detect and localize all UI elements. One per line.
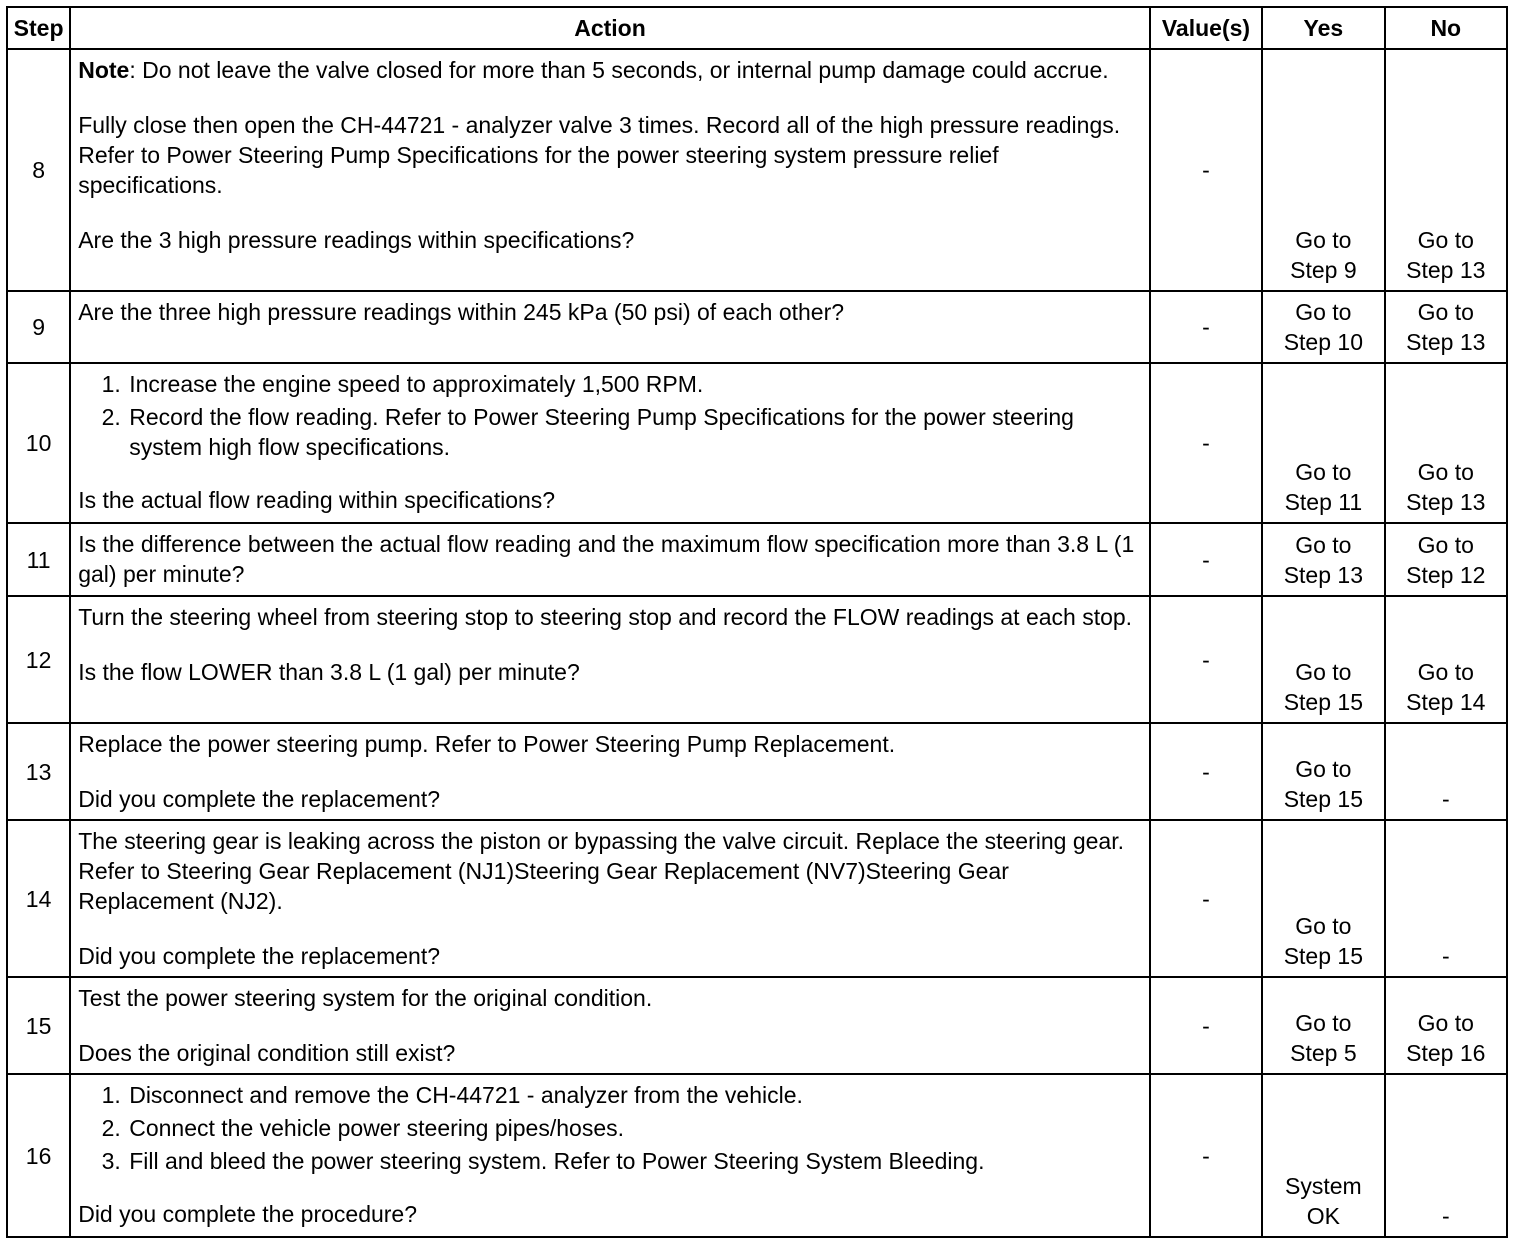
- yes-cell: [1262, 291, 1384, 363]
- no-line-2: Step 13: [1406, 257, 1486, 283]
- action-question: Did you complete the replacement?: [78, 943, 441, 969]
- list-item: 2. Record the flow reading. Refer to Power Steering Pump Specifications for the power steering system high flow specifications.: [127, 402, 1141, 462]
- step-number: 12: [7, 596, 70, 723]
- step-number: 10: [7, 363, 70, 523]
- value-cell: -: [1150, 977, 1262, 1074]
- no-line-2: Step 16: [1406, 1040, 1486, 1066]
- step-number: 11: [7, 523, 70, 596]
- action-body: Turn the steering wheel from steering stop to steering stop and record the FLOW readings at each stop.: [78, 604, 1133, 630]
- yes-line-2: Step 9: [1290, 257, 1357, 283]
- list-item: 1. Disconnect and remove the CH-44721 - analyzer from the vehicle.: [127, 1080, 1141, 1110]
- action-body: The steering gear is leaking across the piston or bypassing the valve circuit. Replace the steering gear. Refer to Steering Gear Replacement (NJ1)Steering Gear Replacement (NV7)Steering Gear Replacement (NJ2).: [78, 828, 1124, 914]
- action-question: Is the flow LOWER than 3.8 L (1 gal) per minute?: [78, 659, 580, 685]
- list-item: 1. Increase the engine speed to approximately 1,500 RPM.: [127, 369, 1141, 399]
- list-item: 3. Fill and bleed the power steering system. Refer to Power Steering System Bleeding.: [127, 1146, 1141, 1176]
- yes-cell: [1262, 523, 1384, 596]
- header-no: No: [1385, 7, 1507, 49]
- value-cell: -: [1150, 523, 1262, 596]
- yes-line-2: Step 15: [1283, 689, 1363, 715]
- action-question: Did you complete the replacement?: [78, 786, 441, 812]
- table-row: [7, 49, 1507, 291]
- table-row: [7, 820, 1507, 977]
- yes-line-2: Step 15: [1283, 943, 1363, 969]
- value-cell: -: [1150, 363, 1262, 523]
- value-cell: -: [1150, 596, 1262, 723]
- no-cell: [1385, 291, 1507, 363]
- yes-cell: [1262, 723, 1384, 820]
- yes-line-2: OK: [1306, 1203, 1340, 1229]
- step-number: 14: [7, 820, 70, 977]
- yes-cell: [1262, 49, 1384, 291]
- action-cell: [70, 723, 1150, 820]
- no-cell: [1385, 1074, 1507, 1237]
- yes-line-2: Step 5: [1290, 1040, 1357, 1066]
- yes-line-1: Go to: [1295, 913, 1352, 939]
- value-cell: -: [1150, 1074, 1262, 1237]
- step-number: 13: [7, 723, 70, 820]
- header-values: Value(s): [1150, 7, 1262, 49]
- no-cell: [1385, 723, 1507, 820]
- no-line-2: Step 14: [1406, 689, 1486, 715]
- action-question: Is the actual flow reading within specifications?: [78, 487, 556, 513]
- yes-line-1: Go to: [1295, 1010, 1352, 1036]
- yes-line-1: Go to: [1295, 756, 1352, 782]
- action-list: [78, 369, 1141, 462]
- action-cell: [70, 820, 1150, 977]
- header-yes: Yes: [1262, 7, 1384, 49]
- no-line-1: Go to: [1417, 299, 1474, 325]
- no-line-1: Go to: [1417, 459, 1474, 485]
- no-cell: [1385, 49, 1507, 291]
- yes-line-2: Step 11: [1284, 489, 1363, 515]
- yes-line-1: Go to: [1295, 659, 1352, 685]
- no-line-1: -: [1441, 1203, 1450, 1229]
- action-cell: [70, 523, 1150, 596]
- action-cell: [70, 1074, 1150, 1237]
- yes-cell: [1262, 363, 1384, 523]
- diagnostic-table: [6, 6, 1508, 1238]
- action-cell: [70, 977, 1150, 1074]
- table-row: [7, 1074, 1507, 1237]
- action-list: [78, 1080, 1141, 1176]
- yes-cell: [1262, 820, 1384, 977]
- header-row: [7, 7, 1507, 49]
- yes-cell: [1262, 1074, 1384, 1237]
- yes-cell: [1262, 977, 1384, 1074]
- action-body: Test the power steering system for the original condition.: [78, 985, 653, 1011]
- yes-line-1: Go to: [1295, 299, 1352, 325]
- table-row: [7, 723, 1507, 820]
- header-step: Step: [7, 7, 70, 49]
- no-line-2: Step 12: [1406, 562, 1486, 588]
- yes-line-1: Go to: [1295, 227, 1352, 253]
- value-cell: -: [1150, 49, 1262, 291]
- yes-line-2: Step 15: [1283, 786, 1363, 812]
- no-cell: [1385, 596, 1507, 723]
- yes-line-1: System: [1285, 1173, 1362, 1199]
- action-cell: [70, 596, 1150, 723]
- no-line-1: Go to: [1417, 659, 1474, 685]
- step-number: 9: [7, 291, 70, 363]
- value-cell: -: [1150, 723, 1262, 820]
- table-row: [7, 291, 1507, 363]
- yes-line-1: Go to: [1295, 459, 1352, 485]
- action-body: Replace the power steering pump. Refer to Power Steering Pump Replacement.: [78, 731, 896, 757]
- no-line-1: -: [1441, 786, 1450, 812]
- no-line-1: -: [1441, 943, 1450, 969]
- no-line-1: Go to: [1417, 532, 1474, 558]
- table-row: [7, 977, 1507, 1074]
- action-cell: [70, 49, 1150, 291]
- action-question: Are the 3 high pressure readings within specifications?: [78, 227, 635, 253]
- action-question: Are the three high pressure readings within 245 kPa (50 psi) of each other?: [78, 299, 845, 325]
- table-row: [7, 363, 1507, 523]
- action-cell: [70, 363, 1150, 523]
- header-action: Action: [70, 7, 1150, 49]
- table-row: [7, 523, 1507, 596]
- no-cell: [1385, 820, 1507, 977]
- note-label: Note: [78, 57, 130, 83]
- yes-line-2: Step 13: [1283, 562, 1363, 588]
- list-item: 2. Connect the vehicle power steering pipes/hoses.: [127, 1113, 1141, 1143]
- note-paragraph: [78, 55, 1141, 85]
- action-question: Is the difference between the actual flow reading and the maximum flow specification more than 3.8 L (1 gal) per minute?: [78, 531, 1135, 587]
- yes-cell: [1262, 596, 1384, 723]
- action-body: Fully close then open the CH-44721 - analyzer valve 3 times. Record all of the high pressure readings. Refer to Power Steering Pump Specifications for the power steering system pressure relief specifications.: [78, 112, 1121, 198]
- no-line-1: Go to: [1417, 227, 1474, 253]
- action-question: Did you complete the procedure?: [78, 1201, 418, 1227]
- step-number: 8: [7, 49, 70, 291]
- step-number: 16: [7, 1074, 70, 1237]
- no-cell: [1385, 363, 1507, 523]
- value-cell: -: [1150, 820, 1262, 977]
- no-cell: [1385, 977, 1507, 1074]
- no-line-2: Step 13: [1406, 489, 1486, 515]
- no-cell: [1385, 523, 1507, 596]
- table-row: [7, 596, 1507, 723]
- step-number: 15: [7, 977, 70, 1074]
- action-question: Does the original condition still exist?: [78, 1040, 456, 1066]
- yes-line-1: Go to: [1295, 532, 1352, 558]
- yes-line-2: Step 10: [1283, 329, 1363, 355]
- value-cell: -: [1150, 291, 1262, 363]
- no-line-2: Step 13: [1406, 329, 1486, 355]
- note-text: : Do not leave the valve closed for more than 5 seconds, or internal pump damage could accrue.: [129, 57, 1109, 83]
- action-cell: [70, 291, 1150, 363]
- no-line-1: Go to: [1417, 1010, 1474, 1036]
